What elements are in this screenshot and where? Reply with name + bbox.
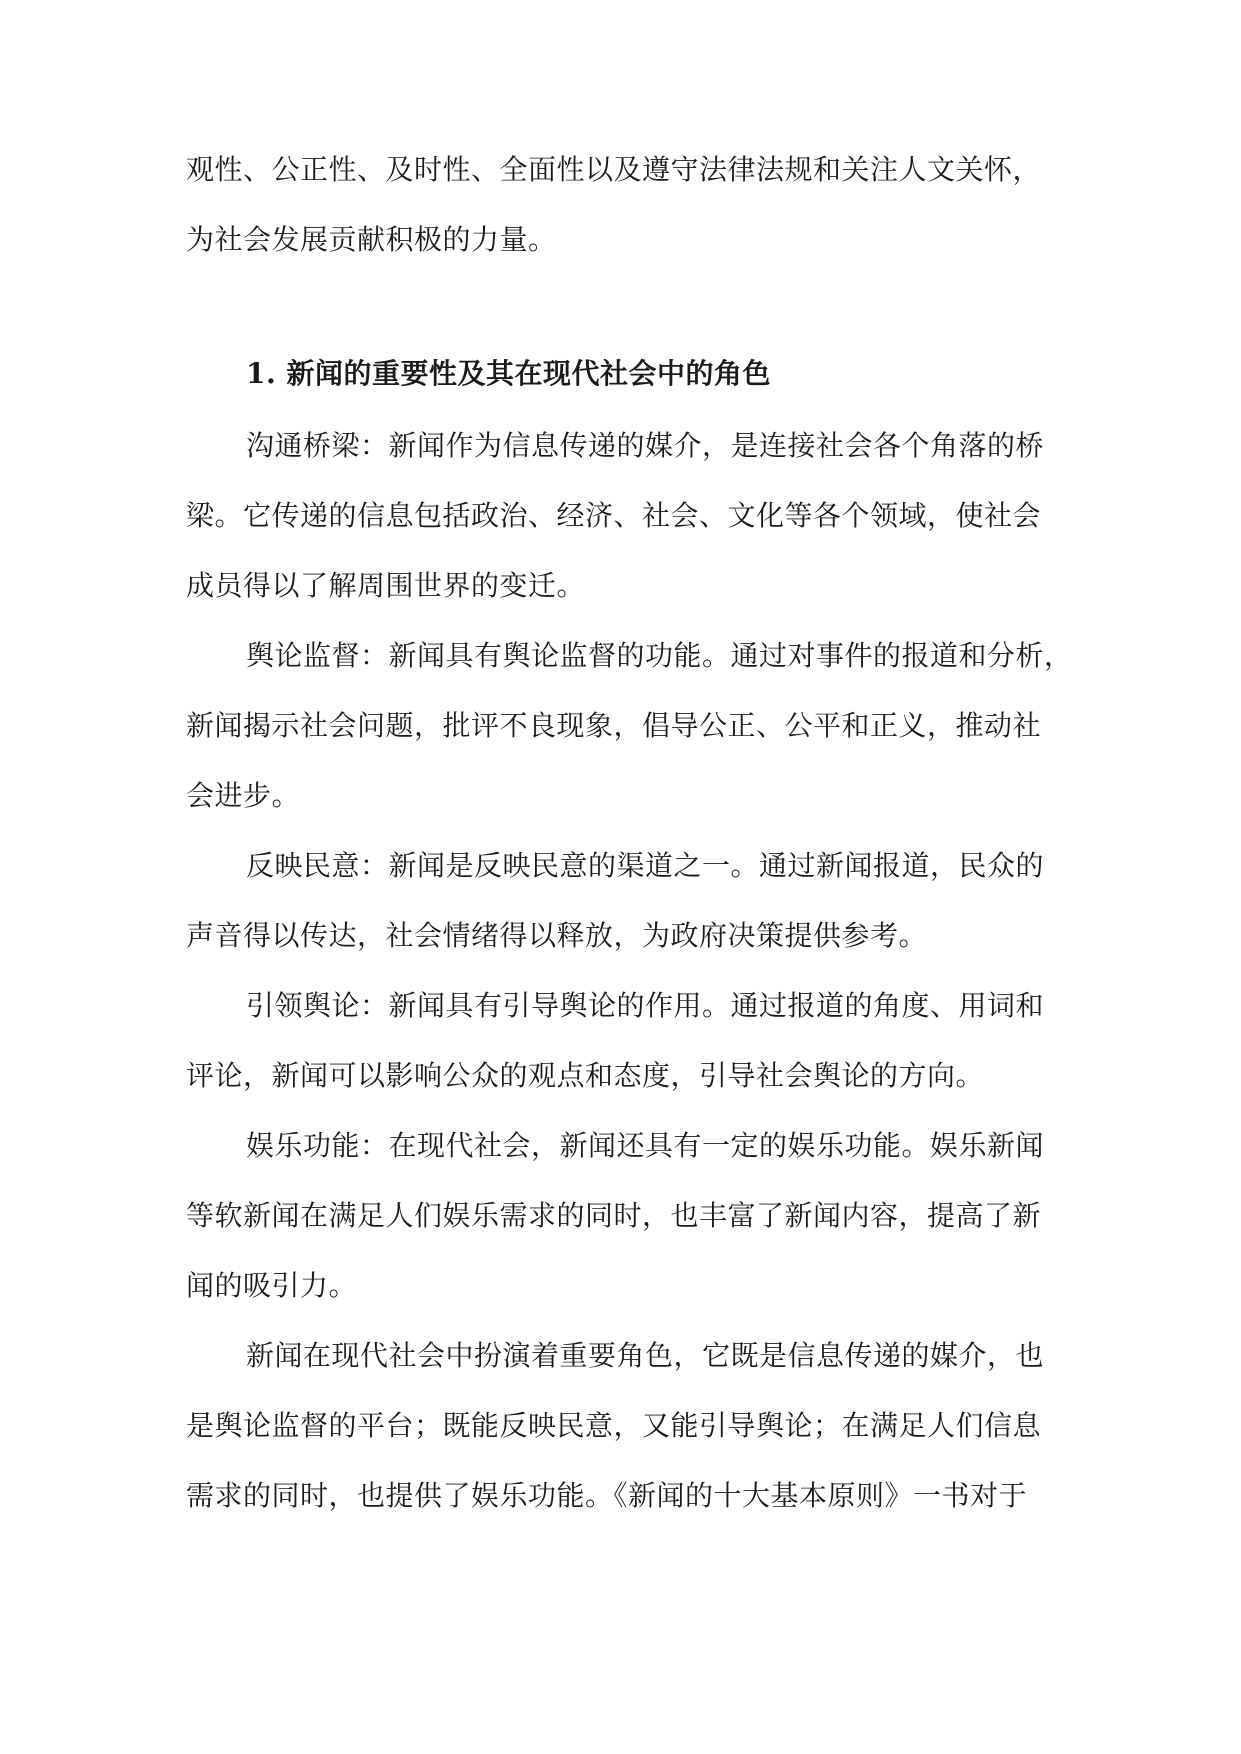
text-line: 引领舆论：新闻具有引导舆论的作用。通过报道的角度、用词和 bbox=[246, 989, 1045, 1022]
text-line: 闻的吸引力。 bbox=[186, 1269, 358, 1302]
text-line: 新闻在现代社会中扮演着重要角色，它既是信息传递的媒介，也 bbox=[246, 1339, 1045, 1372]
text-line: 观性、公正性、及时性、全面性以及遵守法律法规和关注人文关怀， bbox=[186, 153, 1042, 186]
document-page bbox=[186, 142, 1073, 1538]
paragraph-communication-bridge bbox=[186, 418, 1056, 628]
intro-paragraph bbox=[186, 142, 1056, 282]
paragraph-guide-opinion bbox=[186, 978, 1056, 1118]
text-line: 反映民意：新闻是反映民意的渠道之一。通过新闻报道，民众的 bbox=[246, 849, 1045, 882]
paragraph-public-opinion-supervision bbox=[186, 628, 1073, 838]
text-line: 为社会发展贡献积极的力量。 bbox=[186, 223, 557, 256]
paragraph-entertainment bbox=[186, 1118, 1056, 1328]
text-line: 是舆论监督的平台；既能反映民意，又能引导舆论；在满足人们信息 bbox=[186, 1409, 1042, 1442]
text-line: 声音得以传达，社会情绪得以释放，为政府决策提供参考。 bbox=[186, 919, 928, 952]
text-line: 新闻揭示社会问题，批评不良现象，倡导公正、公平和正义，推动社 bbox=[186, 709, 1042, 742]
text-line: 沟通桥梁：新闻作为信息传递的媒介，是连接社会各个角落的桥 bbox=[246, 429, 1045, 462]
text-line: 舆论监督：新闻具有舆论监督的功能。通过对事件的报道和分析， bbox=[246, 639, 1073, 672]
text-line: 需求的同时，也提供了娱乐功能。《新闻的十大基本原则》一书对于 bbox=[186, 1479, 1028, 1512]
text-line: 娱乐功能：在现代社会，新闻还具有一定的娱乐功能。娱乐新闻 bbox=[246, 1129, 1045, 1162]
paragraph-reflect-public-will bbox=[186, 838, 1056, 978]
section-heading: 1. 新闻的重要性及其在现代社会中的角色 bbox=[246, 357, 771, 390]
text-line: 会进步。 bbox=[186, 779, 301, 812]
text-line: 等软新闻在满足人们娱乐需求的同时，也丰富了新闻内容，提高了新 bbox=[186, 1199, 1042, 1232]
paragraph-summary bbox=[186, 1328, 1056, 1538]
text-line: 评论，新闻可以影响公众的观点和态度，引导社会舆论的方向。 bbox=[186, 1059, 985, 1092]
text-line: 梁。它传递的信息包括政治、经济、社会、文化等各个领域，使社会 bbox=[186, 499, 1042, 532]
text-line: 成员得以了解周围世界的变迁。 bbox=[186, 569, 586, 602]
